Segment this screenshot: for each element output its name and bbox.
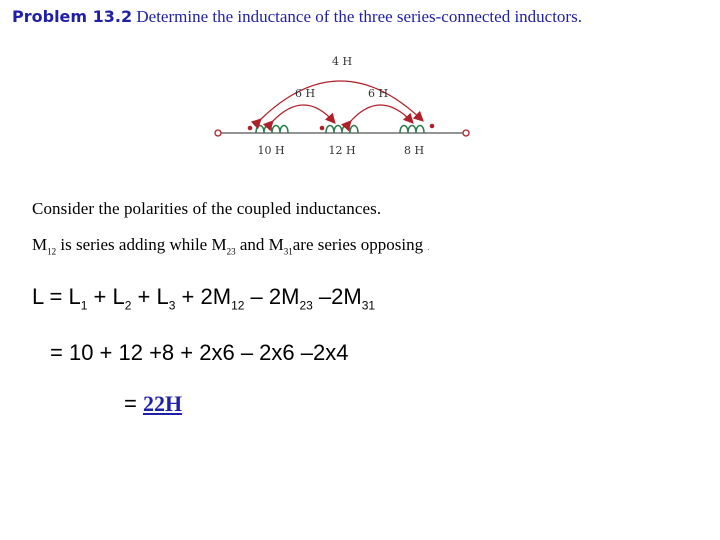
terminal-left bbox=[215, 130, 221, 136]
formula-part-6: –2M bbox=[312, 284, 362, 309]
coupling-note bbox=[32, 235, 429, 256]
inductor-label-1: 10 H bbox=[257, 144, 285, 157]
formula-sub-4: 12 bbox=[231, 298, 245, 313]
m23-subscript: 23 bbox=[226, 246, 236, 257]
formula-part-3: + L bbox=[131, 284, 169, 309]
result-answer: 22H bbox=[142, 391, 183, 416]
inductor-label-3: 8 H bbox=[403, 144, 425, 157]
formula-sub-1: 1 bbox=[80, 298, 88, 313]
formula-sub-6: 31 bbox=[361, 298, 376, 313]
mutual-arrow-31 bbox=[260, 81, 422, 120]
mutual-label-23: 6 H bbox=[367, 87, 389, 100]
m31-symbol: M bbox=[268, 235, 284, 254]
inductance-formula bbox=[32, 284, 375, 312]
mutual-label-31: 4 H bbox=[331, 55, 353, 68]
m31-subscript: 31 bbox=[283, 246, 293, 257]
coupling-text-1: is series adding while bbox=[56, 235, 212, 254]
polarity-dot-2 bbox=[320, 126, 325, 131]
problem-title: Problem 13.2 bbox=[12, 7, 133, 26]
inductor-label-2: 12 H bbox=[328, 144, 356, 157]
m12-symbol: M bbox=[32, 235, 48, 254]
numeric-substitution: = 10 + 12 +8 + 2x6 – 2x6 –2x4 bbox=[50, 340, 349, 365]
trailing-dot: . bbox=[427, 244, 430, 252]
formula-sub-2: 2 bbox=[124, 298, 132, 313]
coupling-text-2: and bbox=[235, 235, 269, 254]
mutual-label-12: 6 H bbox=[294, 87, 316, 100]
formula-part-4: + 2M bbox=[175, 284, 232, 309]
m23-symbol: M bbox=[211, 235, 227, 254]
inductor-coil-2 bbox=[326, 126, 358, 134]
result-equals: = bbox=[124, 391, 143, 416]
circuit-diagram bbox=[210, 50, 480, 162]
problem-statement bbox=[8, 6, 648, 28]
result-line bbox=[124, 391, 182, 417]
inductor-coil-3 bbox=[400, 126, 424, 134]
polarity-dot-3 bbox=[430, 124, 435, 129]
polarity-dot-1 bbox=[248, 126, 253, 131]
m12-subscript: 12 bbox=[47, 246, 57, 257]
formula-sub-3: 3 bbox=[168, 298, 176, 313]
coupling-text-3: are series opposing bbox=[292, 235, 424, 254]
formula-part-2: + L bbox=[87, 284, 125, 309]
formula-part-1: L = L bbox=[32, 284, 81, 309]
mutual-arrow-12 bbox=[272, 105, 334, 122]
inductor-coil-1 bbox=[256, 126, 288, 134]
terminal-right bbox=[463, 130, 469, 136]
formula-sub-5: 23 bbox=[299, 298, 313, 313]
mutual-arrow-23 bbox=[350, 105, 412, 122]
formula-part-5: – 2M bbox=[244, 284, 300, 309]
polarity-note: Consider the polarities of the coupled inductances. bbox=[32, 199, 382, 218]
problem-text: Determine the inductance of the three series-connected inductors. bbox=[136, 7, 582, 26]
